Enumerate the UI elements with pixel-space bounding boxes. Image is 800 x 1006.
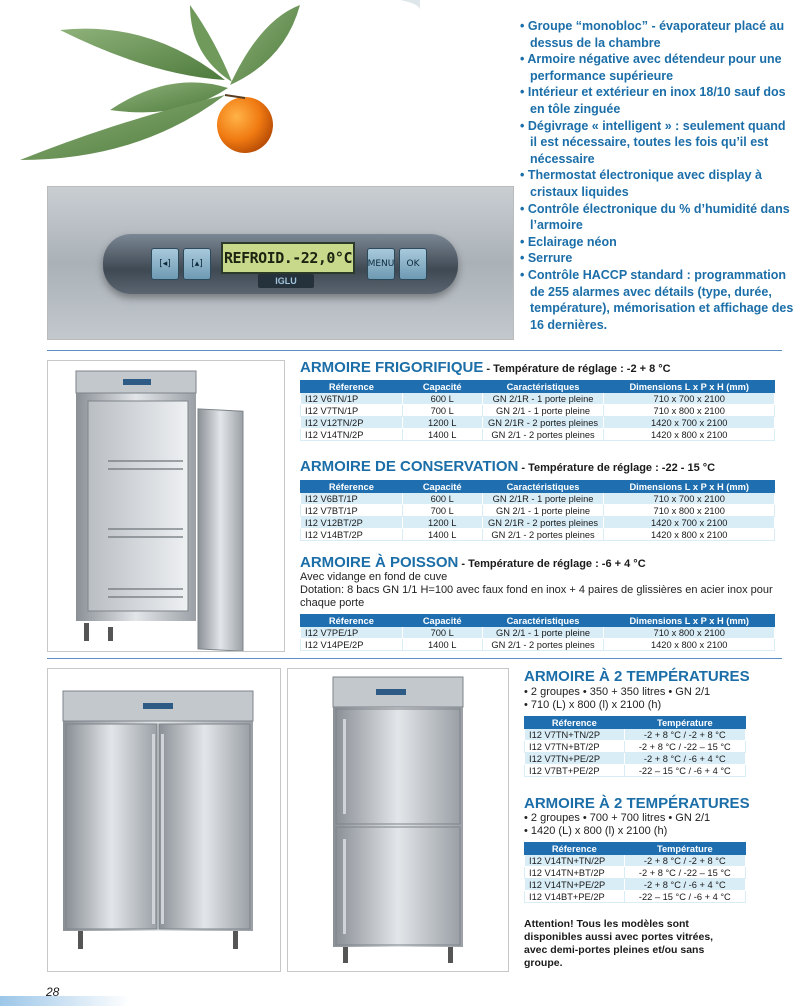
feature-list [520,18,795,333]
divider-middle [47,658,782,659]
panel-key-menu: MENU [367,248,395,280]
th-caracteristiques: Caractéristiques [482,615,604,627]
table-row [525,741,746,753]
page-number: 28 [46,985,60,999]
cell-car: GN 2/1R - 2 portes pleines [482,417,604,429]
cell-ref: I12 V14TN+PE/2P [525,879,625,891]
cell-car: GN 2/1 - 2 portes pleines [482,429,604,441]
cell-cap: 1400 L [402,529,482,541]
cell-dim: 1420 x 700 x 2100 [604,517,775,529]
section-title-2-temperatures-b: ARMOIRE À 2 TEMPÉRATURES [524,795,750,812]
table-poisson [300,614,775,651]
table-row [525,729,746,741]
cell-car: GN 2/1R - 2 portes pleines [482,517,604,529]
table-2-temperatures-b [524,842,746,903]
feature-item: • Serrure [520,251,573,266]
table-frigorifique [300,380,775,441]
desc-line: Avec vidange en fond de cuve [300,571,448,583]
th-dimensions: Dimensions L x P x H (mm) [604,481,775,493]
cell-cap: 1200 L [402,417,482,429]
table-row [301,639,775,651]
section-title-frigorifique [300,359,671,376]
spec-line: • 710 (L) x 800 (l) x 2100 (h) [524,699,662,711]
panel-key-ok: OK [399,248,427,280]
cell-cap: 700 L [402,505,482,517]
table-row [301,493,775,505]
cell-car: GN 2/1 - 2 portes pleines [482,639,604,651]
cell-dim: 710 x 800 x 2100 [604,405,775,417]
cell-ref: I12 V6BT/1P [301,493,403,505]
table-row [301,517,775,529]
cell-temp: -2 + 8 °C / -6 + 4 °C [624,753,745,765]
cell-dim: 710 x 800 x 2100 [604,505,775,517]
table-2-temperatures-a [524,716,746,777]
cell-temp: -2 + 8 °C / -22 – 15 °C [624,741,745,753]
cell-ref: I12 V7PE/1P [301,627,403,639]
cell-ref: I12 V7BT/1P [301,505,403,517]
cell-ref: I12 V14PE/2P [301,639,403,651]
table-row [301,429,775,441]
th-capacite: Capacité [402,381,482,393]
spec-line: • 1420 (L) x 800 (l) x 2100 (h) [524,825,668,837]
cell-cap: 1400 L [402,429,482,441]
feature-item: • Intérieur et extérieur en inox 18/10 sauf dos en tôle zinguée [520,85,786,116]
cell-car: GN 2/1 - 1 porte pleine [482,627,604,639]
th-reference: Réference [525,717,625,729]
cell-ref: I12 V12BT/2P [301,517,403,529]
section-title-2-temperatures-a: ARMOIRE À 2 TEMPÉRATURES [524,668,750,685]
cell-dim: 1420 x 800 x 2100 [604,529,775,541]
th-reference: Réference [301,481,403,493]
cell-ref: I12 V14BT+PE/2P [525,891,625,903]
cell-ref: I12 V14TN+TN/2P [525,855,625,867]
two-temp-a-specs [524,686,784,712]
control-panel-photo [47,186,514,340]
desc-line: Dotation: 8 bacs GN 1/1 H=100 avec faux fond en inox + 4 paires de glissières en acier inox pour chaque porte [300,584,773,609]
th-caracteristiques: Caractéristiques [482,381,604,393]
cell-car: GN 2/1 - 1 porte pleine [482,405,604,417]
cell-ref: I12 V14BT/2P [301,529,403,541]
feature-item: • Contrôle HACCP standard : programmation de 255 alarmes avec détails (type, durée, température), mémorisation et affichage des 16 dernières. [520,267,794,332]
footer-gradient-bar [0,996,130,1006]
open-fridge-photo [47,360,285,652]
feature-item: • Armoire négative avec détendeur pour une performance supérieure [520,52,782,83]
section-title-poisson [300,554,646,571]
cell-dim: 710 x 700 x 2100 [604,393,775,405]
cell-ref: I12 V14TN/2P [301,429,403,441]
subtitle-text: - Température de réglage : -6 + 4 °C [458,558,646,570]
cell-ref: I12 V7TN+BT/2P [525,741,625,753]
cell-cap: 700 L [402,405,482,417]
feature-item: • Thermostat électronique avec display à cristaux liquides [520,168,762,199]
th-reference: Réference [525,843,625,855]
title-text: ARMOIRE DE CONSERVATION [300,458,519,475]
cell-cap: 600 L [402,393,482,405]
subtitle-text: - Température de réglage : -22 - 15 °C [518,462,716,474]
cell-dim: 1420 x 700 x 2100 [604,417,775,429]
cell-car: GN 2/1R - 1 porte pleine [482,493,604,505]
cell-temp: -22 – 15 °C / -6 + 4 °C [624,891,745,903]
panel-key-up: [▴] [183,248,211,280]
cell-cap: 1400 L [402,639,482,651]
cell-ref: I12 V7TN/1P [301,405,403,417]
double-door-fridge-photo [47,668,281,972]
cell-dim: 710 x 800 x 2100 [604,627,775,639]
divider-top [47,350,782,351]
attention-note: Attention! Tous les modèles sont disponibles aussi avec portes vitrées, avec demi-portes pleines et/ou sans groupe. [524,918,714,969]
cell-ref: I12 V12TN/2P [301,417,403,429]
cell-dim: 710 x 700 x 2100 [604,493,775,505]
cell-temp: -2 + 8 °C / -2 + 8 °C [624,729,745,741]
panel-brand-logo: IGLU [258,274,314,288]
table-row [525,855,746,867]
cell-temp: -2 + 8 °C / -6 + 4 °C [624,879,745,891]
title-text: ARMOIRE À POISSON [300,554,459,571]
feature-item: • Dégivrage « intelligent » : seulement quand il est nécessaire, toutes les fois qu’il est nécessaire [520,118,786,166]
table-row [301,417,775,429]
panel-key-left: [◂] [151,248,179,280]
table-row [525,765,746,777]
th-dimensions: Dimensions L x P x H (mm) [604,381,775,393]
title-text: ARMOIRE FRIGORIFIQUE [300,359,484,376]
table-conservation [300,480,775,541]
subtitle-text: - Température de réglage : -2 + 8 °C [483,363,671,375]
feature-item: • Groupe “monobloc” - évaporateur placé au dessus de la chambre [520,19,785,50]
table-row [525,891,746,903]
orange-leaves-photo [0,0,420,180]
th-reference: Réference [301,381,403,393]
table-row [301,505,775,517]
cell-car: GN 2/1 - 1 porte pleine [482,505,604,517]
cell-ref: I12 V14TN+BT/2P [525,867,625,879]
table-row [525,753,746,765]
table-row [301,529,775,541]
poisson-description [300,571,780,610]
half-door-fridge-photo [287,668,509,972]
cell-ref: I12 V7TN+TN/2P [525,729,625,741]
feature-item: • Contrôle électronique du % d’humidité dans l’armoire [520,201,790,233]
th-dimensions: Dimensions L x P x H (mm) [604,615,775,627]
th-temperature: Température [624,843,745,855]
cell-temp: -2 + 8 °C / -2 + 8 °C [624,855,745,867]
cell-car: GN 2/1 - 2 portes pleines [482,529,604,541]
cell-cap: 700 L [402,627,482,639]
table-row [301,627,775,639]
cell-car: GN 2/1R - 1 porte pleine [482,393,604,405]
cell-temp: -2 + 8 °C / -22 – 15 °C [624,867,745,879]
feature-item: • Eclairage néon [520,234,617,249]
cell-dim: 1420 x 800 x 2100 [604,639,775,651]
table-row [525,879,746,891]
control-panel-bar [103,234,458,294]
table-row [301,405,775,417]
th-capacite: Capacité [402,615,482,627]
cell-dim: 1420 x 800 x 2100 [604,429,775,441]
th-reference: Réference [301,615,403,627]
th-temperature: Température [624,717,745,729]
cell-ref: I12 V6TN/1P [301,393,403,405]
spec-line: • 2 groupes • 350 + 350 litres • GN 2/1 [524,686,711,698]
cell-cap: 600 L [402,493,482,505]
section-title-conservation [300,458,715,475]
table-row [525,867,746,879]
spec-line: • 2 groupes • 700 + 700 litres • GN 2/1 [524,812,711,824]
cell-temp: -22 – 15 °C / -6 + 4 °C [624,765,745,777]
table-row [301,393,775,405]
cell-cap: 1200 L [402,517,482,529]
th-capacite: Capacité [402,481,482,493]
th-caracteristiques: Caractéristiques [482,481,604,493]
cell-ref: I12 V7TN+PE/2P [525,753,625,765]
two-temp-b-specs [524,812,784,838]
panel-lcd-display: REFROID.-22,0°C [221,242,355,274]
cell-ref: I12 V7BT+PE/2P [525,765,625,777]
